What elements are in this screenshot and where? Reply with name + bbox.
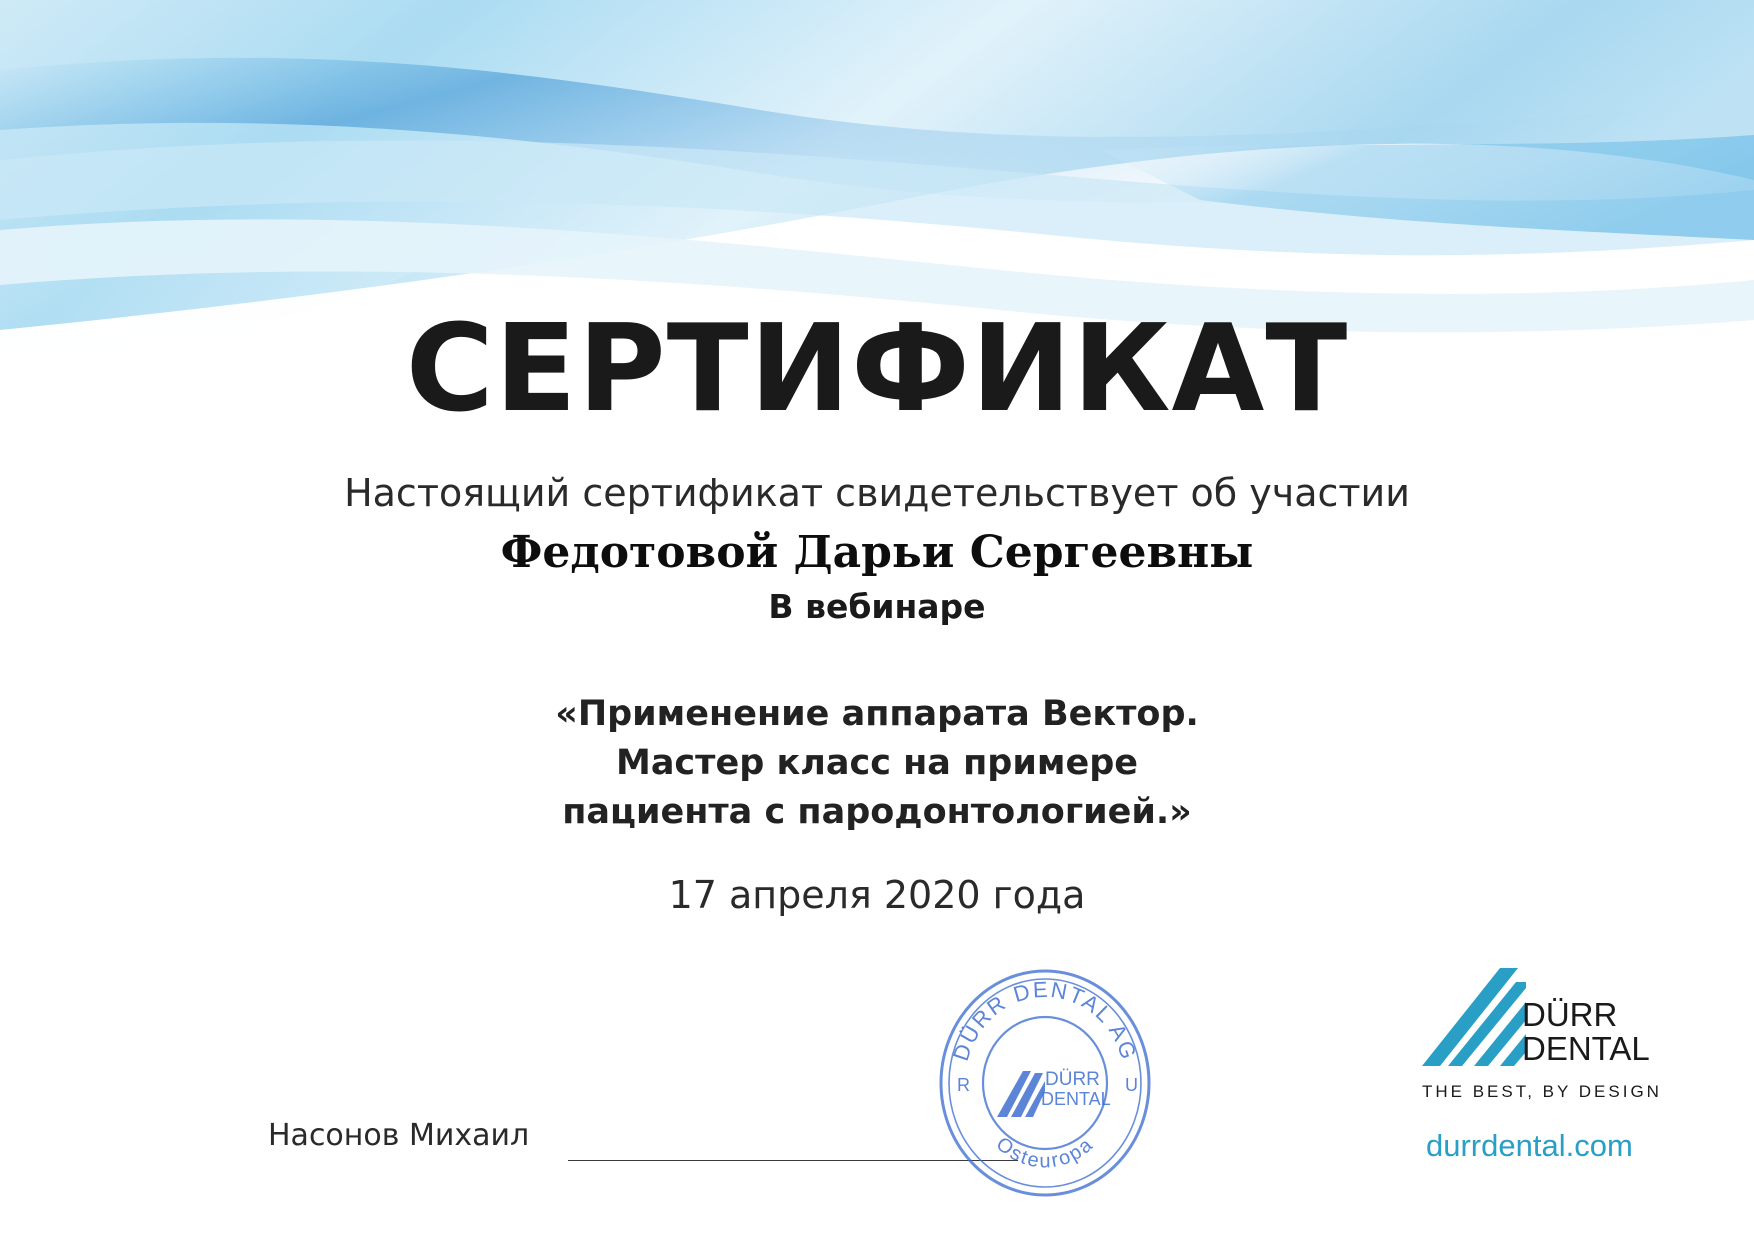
event-date: 17 апреля 2020 года (668, 873, 1086, 917)
company-stamp (935, 965, 1155, 1200)
logo-wordmark-line2: DENTAL (1522, 1030, 1650, 1067)
recipient-name: Федотовой Дарьи Сергеевны (500, 527, 1254, 578)
certificate-title: СЕРТИФИКАТ (405, 300, 1349, 439)
stamp-inner-text-line2: DENTAL (1041, 1089, 1111, 1109)
stamp-ring-text-bottom: Osteuropa (991, 1132, 1099, 1173)
webinar-topic-line: пациента с пародонтологией.» (562, 792, 1192, 832)
brand-tagline: THE BEST, BY DESIGN (1422, 1082, 1662, 1101)
brand-website-link[interactable]: durrdental.com (1426, 1128, 1633, 1163)
stamp-ring-text-top: DÜRR DENTAL AG (947, 976, 1143, 1064)
svg-text:DÜRR DENTAL AG (948, 977, 1142, 1064)
durr-dental-logo-icon (1422, 968, 1526, 1066)
webinar-topic (0, 690, 1754, 837)
stamp-letter-left: R (957, 1075, 970, 1095)
event-type: В вебинаре (768, 587, 986, 626)
stamp-inner-text-line1: DÜRR (1045, 1069, 1100, 1090)
signer-name: Насонов Михаил (268, 1118, 530, 1153)
webinar-topic-line: Мастер класс на примере (615, 743, 1139, 783)
certificate-intro-text: Настоящий сертификат свидетельствует об участии (344, 471, 1410, 515)
stamp-letter-right: U (1125, 1075, 1138, 1095)
brand-logo-block (1418, 968, 1668, 1168)
logo-wordmark-line1: DÜRR (1522, 996, 1618, 1033)
webinar-topic-line: «Применение аппарата Вектор. (555, 694, 1199, 734)
stamp-inner-logo-icon (997, 1071, 1045, 1117)
svg-text:Osteuropa (992, 1133, 1099, 1173)
